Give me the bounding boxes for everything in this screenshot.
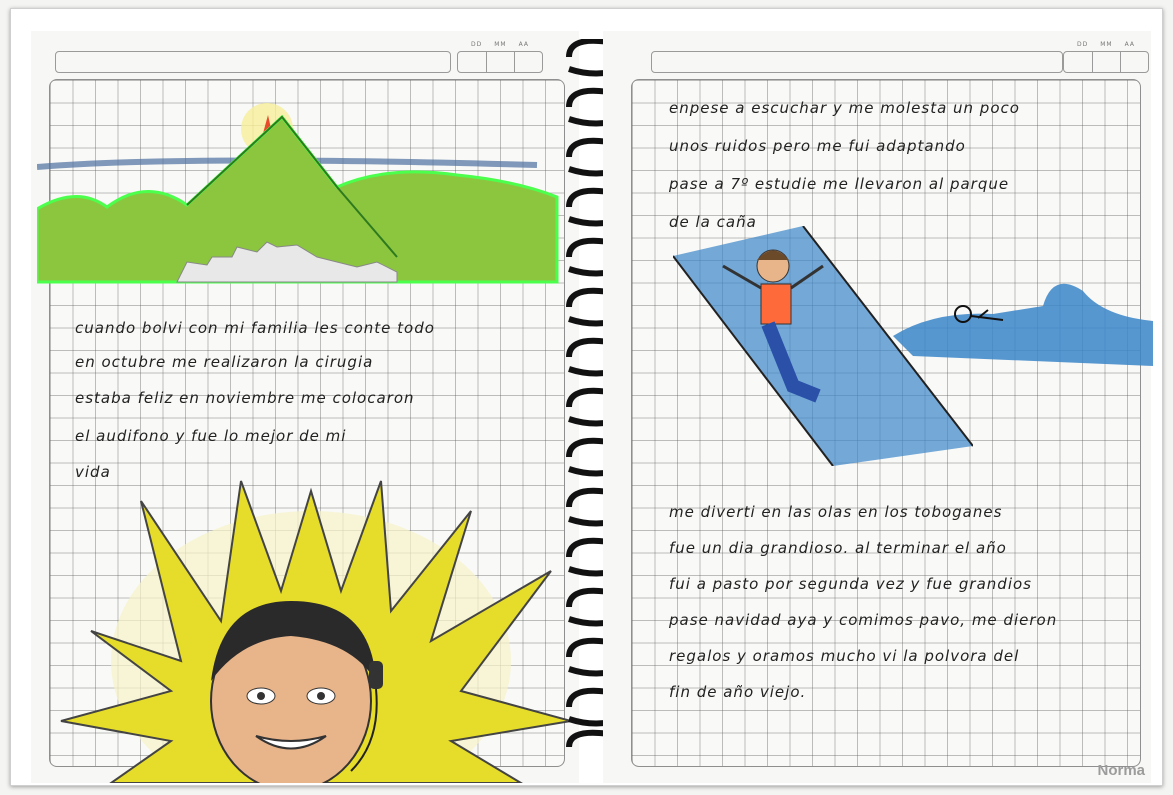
text-line: de la caña: [669, 213, 757, 231]
brand-logo: Norma: [1097, 762, 1145, 779]
wave-drawing: [893, 266, 1153, 366]
title-field: [651, 51, 1063, 73]
text-line: pase navidad aya y comimos pavo, me dieron: [669, 611, 1058, 629]
day-label: DD: [1077, 41, 1089, 48]
text-line: estaba feliz en noviembre me colocaron: [75, 389, 415, 407]
date-field: [457, 51, 543, 73]
text-line: el audifono y fue lo mejor de mi: [75, 427, 347, 445]
year-label: AA: [518, 41, 529, 48]
text-line: pase a 7º estudie me llevaron al parque: [669, 175, 1010, 193]
month-label: MM: [494, 41, 507, 48]
text-line: fin de año viejo.: [669, 683, 807, 701]
date-labels: [1077, 41, 1147, 48]
text-line: enpese a escuchar y me molesta un poco: [669, 99, 1020, 117]
right-page: [603, 31, 1151, 783]
date-field: [1063, 51, 1149, 73]
day-label: DD: [471, 41, 483, 48]
notebook-photo: [10, 8, 1163, 786]
year-label: AA: [1124, 41, 1135, 48]
text-line: en octubre me realizaron la cirugia: [75, 353, 374, 371]
text-line: fui a pasto por segunda vez y fue grandios: [669, 575, 1032, 593]
text-line: unos ruidos pero me fui adaptando: [669, 137, 966, 155]
left-page: [31, 31, 579, 783]
title-field: [55, 51, 451, 73]
text-line: me diverti en las olas en los toboganes: [669, 503, 1003, 521]
date-labels: [471, 41, 541, 48]
mountain-drawing: [37, 97, 562, 287]
text-line: cuando bolvi con mi familia les conte todo: [75, 319, 435, 337]
text-line: fue un dia grandioso. al terminar el año: [669, 539, 1007, 557]
text-line: vida: [75, 463, 111, 481]
month-label: MM: [1100, 41, 1113, 48]
boy-with-hearing-aid-drawing: [51, 461, 571, 783]
text-line: regalos y oramos mucho vi la polvora del: [669, 647, 1020, 665]
